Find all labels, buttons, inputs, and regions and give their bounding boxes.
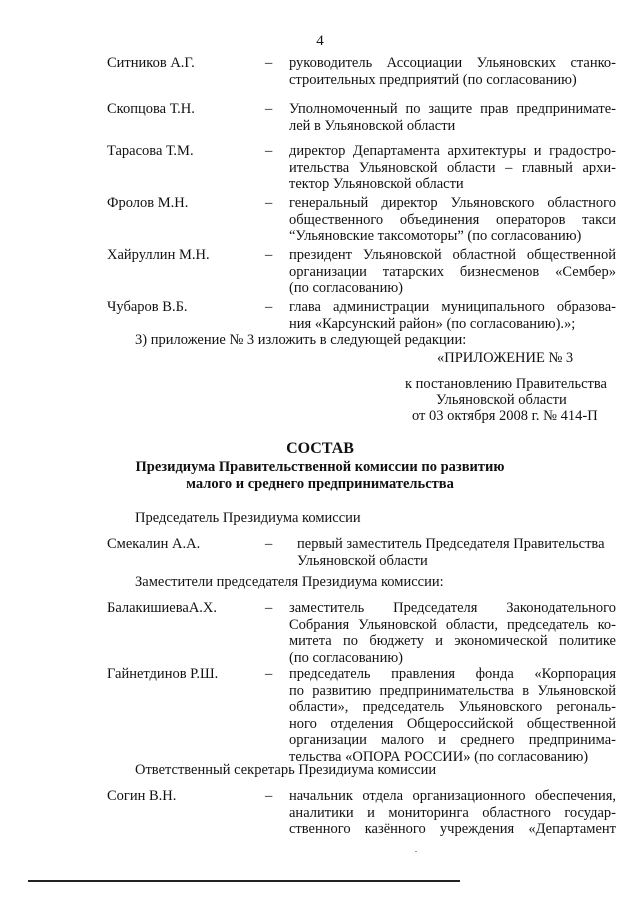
description-line: области», председатель Ульяновского регональ- [289,699,616,716]
member-name: Согин В.Н. [107,788,177,804]
description-line: Уполномоченный по защите прав предпринимате- [289,101,616,117]
heading-line: Президиума Правительственной комиссии по развитию [135,459,505,475]
appendix-line: от 03 октября 2008 г. № 414-П [412,408,598,424]
description-line: первый заместитель Председателя Правительства [297,536,605,552]
description-line: заместитель Председателя Законодательного [289,600,616,616]
description-line: аналитики и мониторинга областного государ- [289,804,616,821]
member-name: Фролов М.Н. [107,195,189,211]
member-dash: – [265,55,273,71]
deputies-label: Заместители председателя Президиума комиссии: [135,574,444,590]
description-line: ного отделения Общероссийской общественной [289,715,616,732]
description-line: организации татарских бизнесменов «Сембер» [289,263,616,280]
description-line: директор Департамента архитектуры и градостро- [289,143,616,159]
description-line: руководитель Ассоциации Ульяновских станко- [289,55,616,71]
description-line: “Ульяновские таксомоторы” (по согласованию) [289,228,582,245]
description-line: Собрания Ульяновской области, председатель ко- [289,616,616,633]
appendix-line: Ульяновской области [436,392,567,408]
heading-title: СОСТАВ [286,440,354,457]
member-dash: – [265,247,273,263]
member-dash: – [265,101,273,117]
member-name: Скопцова Т.Н. [107,101,195,117]
scan-speck [415,851,417,852]
footer-rule [28,880,460,882]
description-line: ния «Карсунский район» (по согласованию).»; [289,315,576,332]
description-line: по развитию предпринимательства в Ульяновской [289,682,616,699]
member-dash: – [265,666,273,682]
member-dash: – [265,143,273,159]
member-description [289,247,616,297]
member-description [289,666,616,766]
description-line: генеральный директор Ульяновского областного [289,195,616,211]
appendix-title: «ПРИЛОЖЕНИЕ № 3 [437,350,574,366]
member-dash: – [265,788,273,804]
page-number: 4 [316,33,324,49]
member-description [289,788,616,838]
description-line: строительных предприятий (по согласованию) [289,71,577,88]
member-dash: – [265,299,273,315]
description-line: ительства Ульяновской области – главный архи- [289,159,616,176]
member-description [297,536,617,569]
description-line: глава администрации муниципального образова- [289,299,616,315]
member-description [289,55,616,88]
description-line: организации малого и среднего предпринима- [289,732,616,749]
description-line: ственного казённого учреждения «Департамент [289,821,616,838]
description-line: председатель правления фонда «Корпорация [289,666,616,682]
chairman-label: Председатель Президиума комиссии [135,510,361,526]
member-dash: – [265,600,273,616]
description-line: митета по бюджету и экономической политике [289,633,616,650]
description-line: общественного объединения операторов такси [289,211,616,228]
member-description [289,195,616,245]
member-description [289,299,616,332]
member-dash: – [265,195,273,211]
description-line: (по согласованию) [289,280,403,297]
member-description [289,101,616,134]
member-description [289,600,616,666]
appendix-line: к постановлению Правительства [405,376,607,392]
member-name: БалакишиеваА.Х. [107,600,218,616]
description-line: (по согласованию) [289,649,403,666]
member-name: Тарасова Т.М. [107,143,194,159]
heading-line: малого и среднего предпринимательства [186,476,454,492]
description-line: Ульяновской области [297,552,428,569]
description-line: тектор Ульяновской области [289,176,464,193]
member-name: Чубаров В.Б. [107,299,188,315]
secretary-label: Ответственный секретарь Президиума комиссии [135,762,437,778]
member-description [289,143,616,193]
description-line: начальник отдела организационного обеспечения, [289,788,616,804]
item-3-paragraph: 3) приложение № 3 изложить в следующей редакции: [135,332,467,348]
description-line: тельства «ОПОРА РОССИИ» (по согласованию) [289,748,589,765]
description-line: президент Ульяновской областной общественной [289,247,616,263]
member-dash: – [265,536,273,552]
member-name: Смекалин А.А. [107,536,201,552]
member-name: Хайруллин М.Н. [107,247,210,263]
description-line: лей в Ульяновской области [289,117,456,134]
member-name: Ситников А.Г. [107,55,195,71]
member-name: Гайнетдинов Р.Ш. [107,666,219,682]
